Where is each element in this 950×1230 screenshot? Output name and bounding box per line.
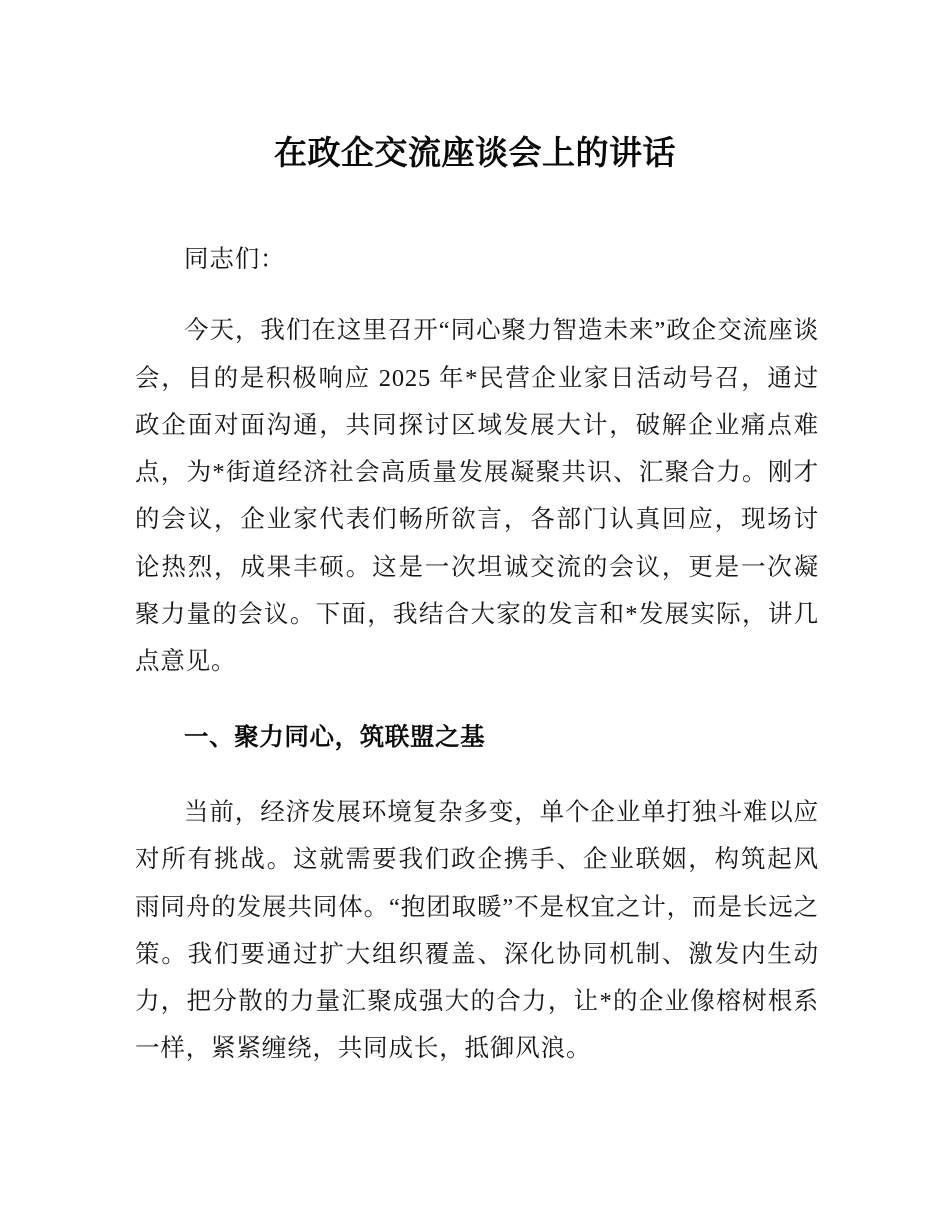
body-paragraph-1: 今天，我们在这里召开“同心聚力智造未来”政企交流座谈会，目的是积极响应 2025 年*民营企业家日活动号召，通过政企面对面沟通，共同探讨区域发展大计，破解企业痛点难点，为*街道经济社会高质量发展凝聚共识、汇聚合力。刚才的会议，企业家代表们畅所欲言，各部门认真回应，现场讨论热烈，成果丰硕。这是一次坦诚交流的会议，更是一次凝聚力量的会议。下面，我结合大家的发言和*发展实际，讲几点意见。: [135, 317, 819, 676]
spacer: [135, 283, 819, 307]
body-paragraph-2: 当前，经济发展环境复杂多变，单个企业单打独斗难以应对所有挑战。这就需要我们政企携手、企业联姻，构筑起风雨同舟的发展共同体。“抱团取暖”不是权宜之计，而是长远之策。我们要通过扩大组织覆盖、深化协同机制、激发内生动力，把分散的力量汇聚成强大的合力，让*的企业像榕树根系一样，紧紧缠绕，共同成长，抵御风浪。: [135, 798, 819, 1063]
document-body: [135, 236, 819, 1073]
spacer: [135, 686, 819, 714]
section-heading-1: 一、聚力同心，筑联盟之基: [184, 723, 486, 751]
salutation-line: 同志们：: [184, 246, 286, 273]
spacer: [135, 761, 819, 789]
page-title: 在政企交流座谈会上的讲话: [274, 134, 676, 172]
